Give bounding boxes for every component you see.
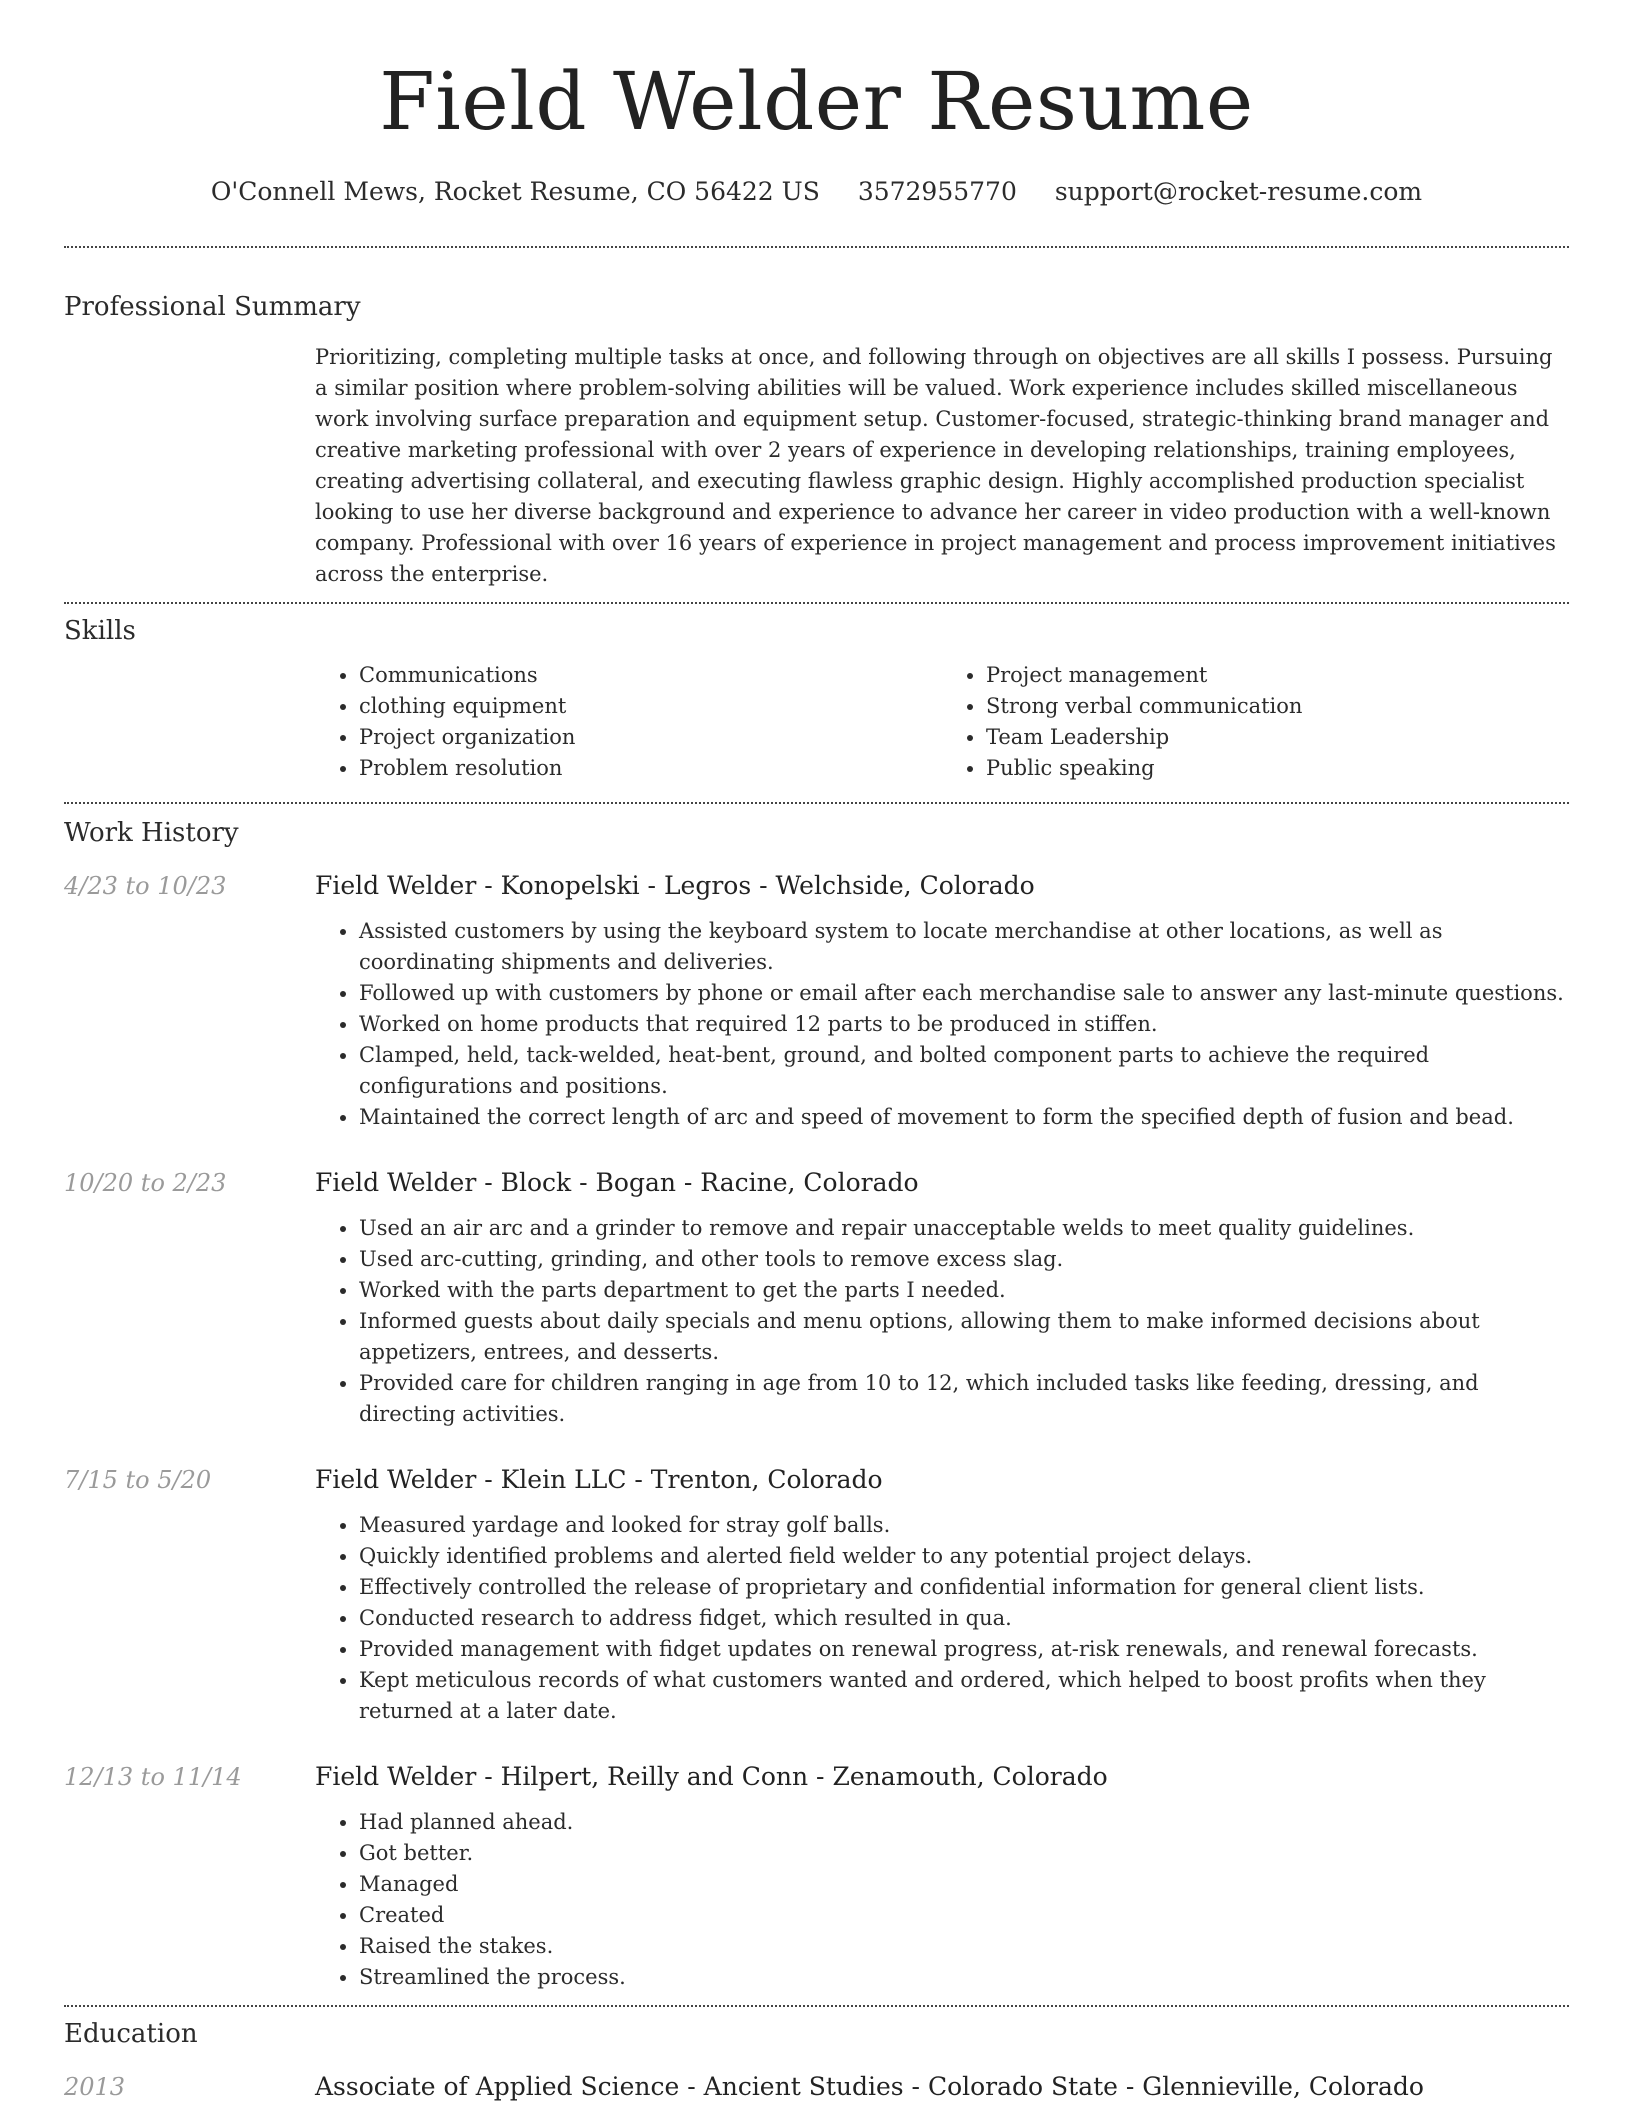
job-entry xyxy=(64,1464,1569,1727)
skill-item: • Team Leadership xyxy=(986,722,1569,753)
job-bullet: • Had planned ahead. xyxy=(359,1807,1569,1838)
job-title: Field Welder - Klein LLC - Trenton, Colorado xyxy=(315,1465,883,1494)
job-bullet: • Created xyxy=(359,1900,1569,1931)
education-entry xyxy=(64,2071,1569,2103)
job-bullets xyxy=(315,916,1569,1133)
job-bullet: • Worked on home products that required 12 parts to be produced in stiffen. xyxy=(359,1009,1569,1040)
job-bullet: • Conducted research to address fidget, which resulted in qua. xyxy=(359,1603,1569,1634)
resume-page xyxy=(64,0,1569,2103)
skill-item: • Public speaking xyxy=(986,753,1569,784)
job-bullet: • Informed guests about daily specials and menu options, allowing them to make informed decisions about appetizers, entrees, and desserts. xyxy=(359,1306,1569,1368)
skills-list-left xyxy=(315,660,942,784)
contact-line xyxy=(64,176,1569,208)
job-bullet: • Used an air arc and a grinder to remove and repair unacceptable welds to meet quality guidelines. xyxy=(359,1213,1569,1244)
section-heading-education: Education xyxy=(64,2019,198,2049)
job-bullet: • Got better. xyxy=(359,1838,1569,1869)
job-bullet: • Measured yardage and looked for stray golf balls. xyxy=(359,1510,1569,1541)
skills-section xyxy=(64,604,1569,784)
job-bullets xyxy=(315,1510,1569,1727)
job-bullet: • Streamlined the process. xyxy=(359,1962,1569,1993)
education-date: 2013 xyxy=(64,2073,126,2101)
summary-section xyxy=(64,248,1569,590)
job-entry xyxy=(64,1761,1569,1993)
education-title: Associate of Applied Science - Ancient Studies - Colorado State - Glennieville, Colorado xyxy=(315,2072,1424,2101)
skills-list-right xyxy=(942,660,1569,784)
skill-item: • Project organization xyxy=(359,722,942,753)
skill-item: • Project management xyxy=(986,660,1569,691)
job-title: Field Welder - Block - Bogan - Racine, Colorado xyxy=(315,1168,919,1197)
job-bullet: • Clamped, held, tack-welded, heat-bent, ground, and bolted component parts to achieve the required configurations and positions. xyxy=(359,1040,1569,1102)
job-date: 10/20 to 2/23 xyxy=(64,1169,227,1197)
job-bullet: • Quickly identified problems and alerted field welder to any potential project delays. xyxy=(359,1541,1569,1572)
contact-email: support@rocket-resume.com xyxy=(1054,177,1423,206)
skill-item: • Problem resolution xyxy=(359,753,942,784)
job-bullet: • Worked with the parts department to get the parts I needed. xyxy=(359,1275,1569,1306)
job-bullet: • Used arc-cutting, grinding, and other tools to remove excess slag. xyxy=(359,1244,1569,1275)
job-bullet: • Raised the stakes. xyxy=(359,1931,1569,1962)
job-bullets xyxy=(315,1213,1569,1430)
job-entry xyxy=(64,1167,1569,1430)
job-bullet: • Followed up with customers by phone or email after each merchandise sale to answer any last-minute questions. xyxy=(359,978,1569,1009)
contact-address: O'Connell Mews, Rocket Resume, CO 56422 US xyxy=(210,177,820,206)
contact-phone: 3572955770 xyxy=(857,177,1017,206)
job-bullet: • Kept meticulous records of what customers wanted and ordered, which helped to boost profits when they returned at a later date. xyxy=(359,1665,1569,1727)
section-heading-work: Work History xyxy=(64,818,239,848)
section-heading-summary: Professional Summary xyxy=(64,292,361,322)
skill-item: • clothing equipment xyxy=(359,691,942,722)
resume-header xyxy=(64,0,1569,208)
job-bullets xyxy=(315,1807,1569,1993)
resume-title: Field Welder Resume xyxy=(379,55,1254,148)
skill-item: • Strong verbal communication xyxy=(986,691,1569,722)
job-bullet: • Maintained the correct length of arc and speed of movement to form the specified depth of fusion and bead. xyxy=(359,1102,1569,1133)
work-section xyxy=(64,804,1569,1993)
job-entry xyxy=(64,870,1569,1133)
job-bullet: • Effectively controlled the release of proprietary and confidential information for general client lists. xyxy=(359,1572,1569,1603)
job-date: 4/23 to 10/23 xyxy=(64,872,227,900)
job-bullet: • Provided management with fidget updates on renewal progress, at-risk renewals, and renewal forecasts. xyxy=(359,1634,1569,1665)
job-title: Field Welder - Hilpert, Reilly and Conn - Zenamouth, Colorado xyxy=(315,1762,1108,1791)
job-bullet: • Managed xyxy=(359,1869,1569,1900)
job-title: Field Welder - Konopelski - Legros - Welchside, Colorado xyxy=(315,871,1035,900)
section-heading-skills: Skills xyxy=(64,616,136,646)
job-bullet: • Assisted customers by using the keyboard system to locate merchandise at other locations, as well as coordinating shipments and deliveries. xyxy=(359,916,1569,978)
job-bullet: • Provided care for children ranging in age from 10 to 12, which included tasks like feeding, dressing, and directing activities. xyxy=(359,1368,1569,1430)
education-section xyxy=(64,2007,1569,2103)
skill-item: • Communications xyxy=(359,660,942,691)
job-date: 7/15 to 5/20 xyxy=(64,1466,212,1494)
summary-text: Prioritizing, completing multiple tasks at once, and following through on objectives are all skills I possess. Pursuing a similar position where problem-solving abilities will be valued. Work experience includes skilled miscellaneous work involving surface preparation and equipment setup. Customer-focused, strategic-thinking brand manager and creative marketing professional with over 2 years of experience in developing relationships, training employees, creating advertising collateral, and executing flawless graphic design. Highly accomplished production specialist looking to use her diverse background and experience to advance her career in video production with a well-known company. Professional with over 16 years of experience in project management and process improvement initiatives across the enterprise. xyxy=(315,345,1556,586)
job-date: 12/13 to 11/14 xyxy=(64,1763,242,1791)
